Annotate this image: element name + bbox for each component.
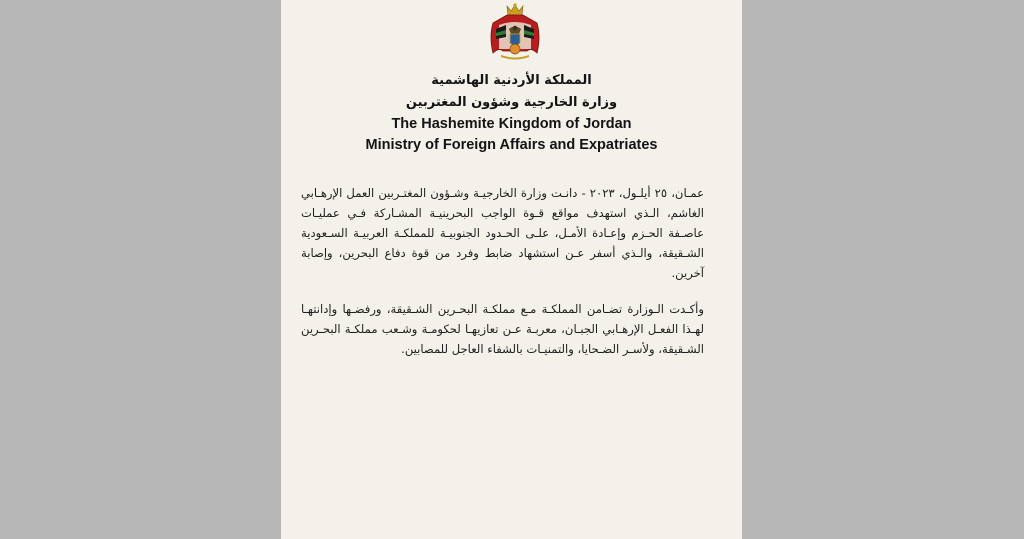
paragraph-2: وأكـدت الـوزارة تضـامن المملكـة مـع مملكـة البحـرين الشـقيقة، ورفضـها وإدانتهـا لهـذا الفعـل الإرهـابي الجبـان، معربـة عـن تعازيهـا لحكومـة وشـعب مملكـة البحـرين الشـقيقة، ولأسـر الضـحايا، والتمنيـات بالشفاء العاجل للمصابين. <box>301 302 704 356</box>
english-kingdom-title: The Hashemite Kingdom of Jordan <box>391 116 632 132</box>
english-ministry-title: Ministry of Foreign Affairs and Expatriates <box>365 137 658 153</box>
arabic-ministry-title: وزارة الخارجية وشؤون المغتربين <box>405 95 618 110</box>
arabic-kingdom-title: المملكة الأردنية الهاشمية <box>431 73 592 88</box>
letterhead <box>281 70 742 156</box>
statement-body <box>301 183 704 375</box>
paragraph-1: عمـان، ٢٥ أيلـول، ٢٠٢٣ - دانـت وزارة الخارجيـة وشـؤون المغتـربين العمل الإرهـابي الغاشم، الـذي استهدف مواقع قـوة الواجب البحرينيـة المشـاركة فـي عمليـات عاصـفة الحـزم وإعـادة الأمـل، علـى الحـدود الجنوبيـة للمملكـة العربيـة السـعودية الشـقيقة، والـذي أسفر عـن استشهاد ضابط وفرد من قوة دفاع البحرين، وإصابة آخرين. <box>301 186 704 280</box>
document-page <box>281 0 742 539</box>
coat-of-arms-icon <box>487 3 543 63</box>
